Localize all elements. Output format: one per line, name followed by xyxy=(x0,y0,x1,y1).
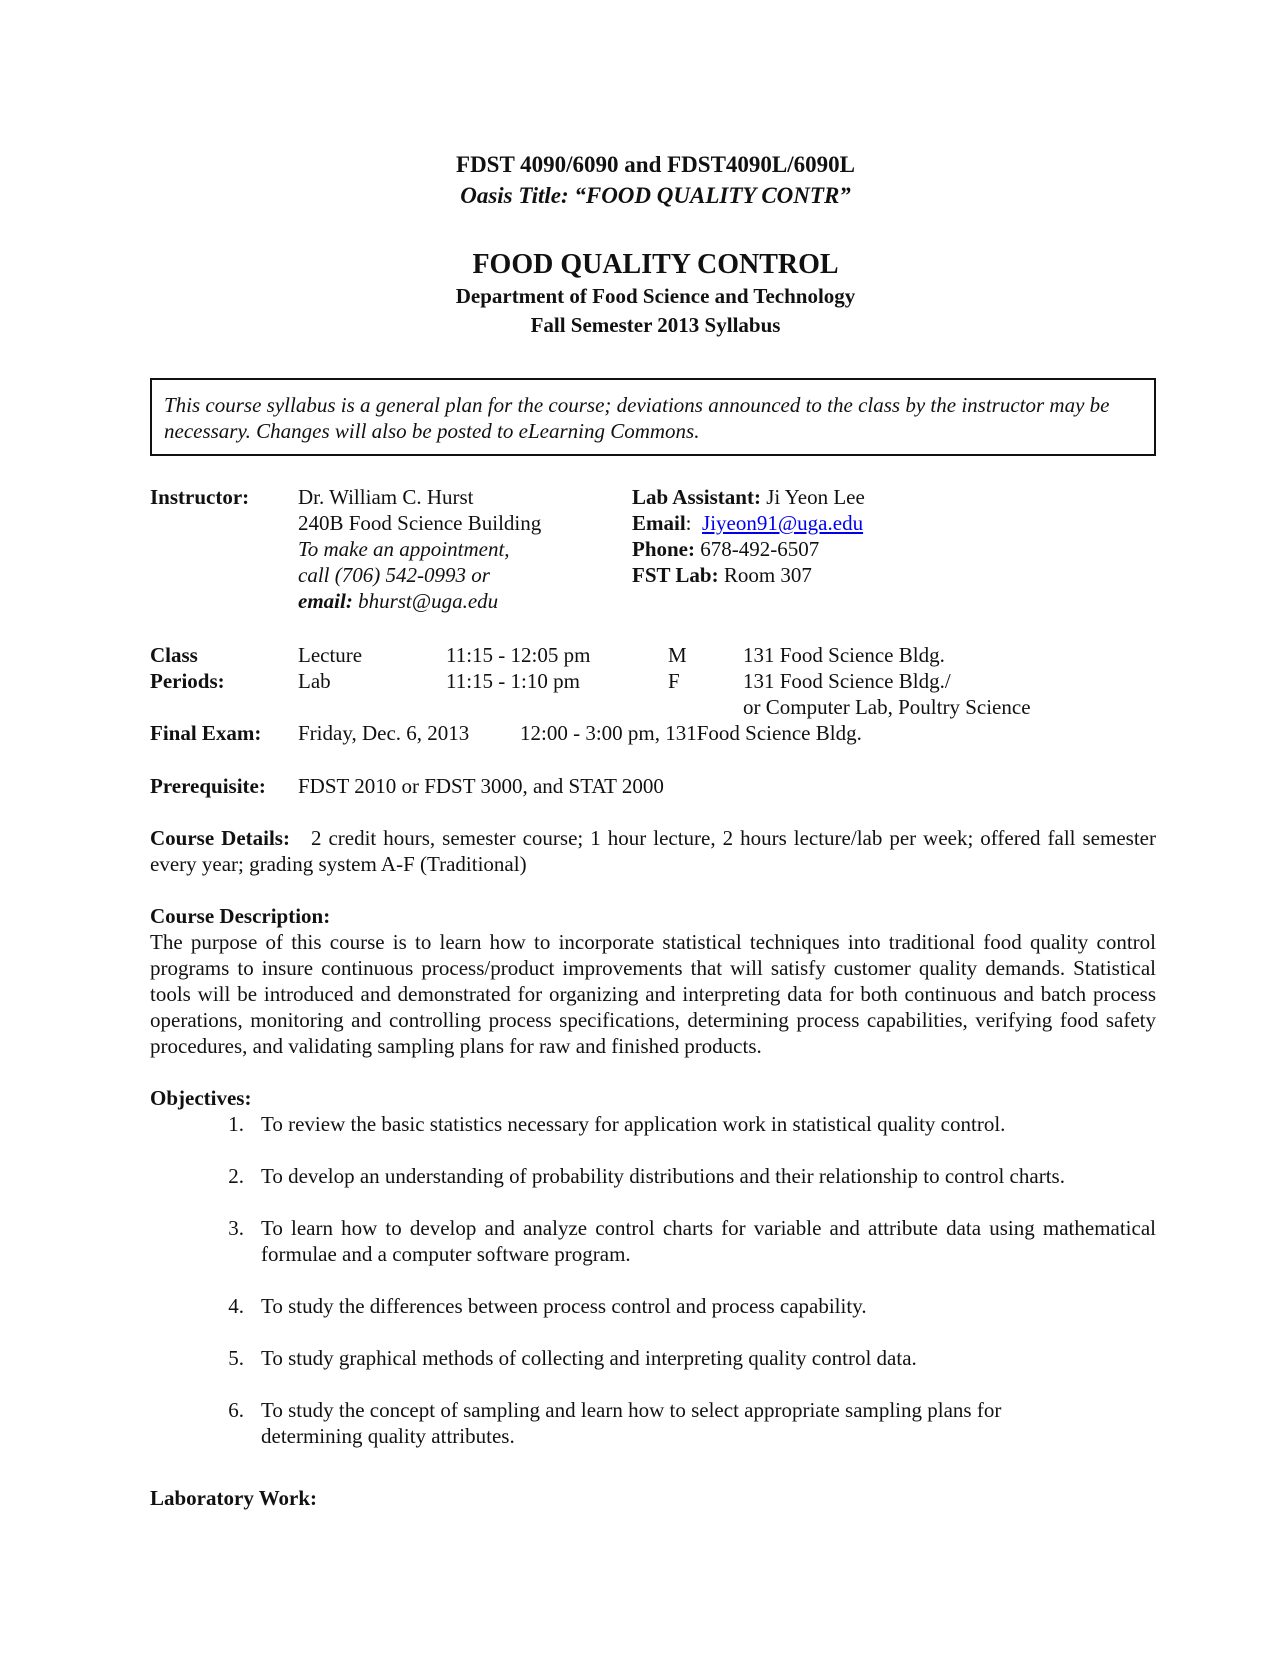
list-item xyxy=(0,1111,1280,1137)
final-exam-label: Final Exam: xyxy=(150,721,262,745)
objectives-label: Objectives: xyxy=(150,1086,252,1110)
page-title: FOOD QUALITY CONTROL xyxy=(472,249,839,280)
course-details-label: Course Details: xyxy=(150,826,290,850)
period-location-extra: or Computer Lab, Poultry Science xyxy=(743,695,1031,719)
objective-number: 4. xyxy=(228,1294,244,1318)
list-item xyxy=(0,1215,1280,1267)
semester-label: Fall Semester 2013 Syllabus xyxy=(530,313,781,337)
course-details xyxy=(150,825,1156,877)
objective-text: To develop an understanding of probability distributions and their relationship to control charts. xyxy=(261,1164,1065,1188)
instructor-name: Dr. William C. Hurst xyxy=(298,485,474,509)
lab-assistant-name: Ji Yeon Lee xyxy=(766,485,865,509)
objective-text: To study the differences between process control and process capability. xyxy=(261,1294,867,1318)
course-codes: FDST 4090/6090 and FDST4090L/6090L xyxy=(456,152,855,177)
lab-assistant-label: Lab Assistant: xyxy=(632,485,761,509)
period-day: M xyxy=(668,643,687,667)
period-location: 131 Food Science Bldg. xyxy=(743,643,945,667)
objective-number: 1. xyxy=(228,1112,244,1136)
objective-text: To learn how to develop and analyze control charts for variable and attribute data using mathematical formulae and a computer software program. xyxy=(261,1216,1156,1266)
laboratory-work-label: Laboratory Work: xyxy=(150,1486,318,1510)
lab-assistant-phone-line xyxy=(632,536,819,562)
syllabus-notice-box xyxy=(150,378,1156,456)
objective-number: 6. xyxy=(228,1398,244,1422)
objective-number: 2. xyxy=(228,1164,244,1188)
objective-text: To study the concept of sampling and learn how to select appropriate sampling plans for determining quality attributes. xyxy=(261,1398,1002,1448)
instructor-label: Instructor: xyxy=(150,485,250,509)
department-name: Department of Food Science and Technology xyxy=(455,284,856,308)
oasis-title: Oasis Title: “FOOD QUALITY CONTR” xyxy=(460,183,851,208)
lab-room: Room 307 xyxy=(723,563,812,587)
period-type: Lecture xyxy=(298,643,363,667)
list-item xyxy=(0,1397,1280,1449)
course-description-text: The purpose of this course is to learn how to incorporate statistical techniques into traditional food quality control programs to insure continuous process/product improvements that will satisfy customer quality demands. Statistical tools will be introduced and demonstrated for organizing and interpreting data for both continuous and batch process operations, monitoring and controlling process specifications, determining process capabilities, verifying food safety procedures, and validating sampling plans for raw and finished products. xyxy=(150,930,1156,1058)
syllabus-notice-text: This course syllabus is a general plan for the course; deviations announced to the class by the instructor may be necessary. Changes will also be posted to eLearning Commons. xyxy=(164,393,1110,443)
period-location: 131 Food Science Bldg./ xyxy=(743,669,951,693)
prerequisite-text: FDST 2010 or FDST 3000, and STAT 2000 xyxy=(298,774,664,798)
course-details-text: 2 credit hours, semester course; 1 hour lecture, 2 hours lecture/lab per week; offered fall semester every year; grading system A-F (Traditional) xyxy=(150,826,1156,876)
appointment-line-1: To make an appointment, xyxy=(298,537,510,561)
list-item xyxy=(0,1293,1280,1319)
lab-assistant-line xyxy=(632,484,865,510)
lab-assistant-phone: 678-492-6507 xyxy=(700,537,820,561)
final-exam-date: Friday, Dec. 6, 2013 xyxy=(298,721,470,745)
instructor-email-line xyxy=(298,588,498,614)
lab-assistant-email-line xyxy=(632,510,863,536)
objective-number: 5. xyxy=(228,1346,244,1370)
lab-room-label: FST Lab: xyxy=(632,563,719,587)
instructor-office: 240B Food Science Building xyxy=(298,511,542,535)
list-item xyxy=(0,1345,1280,1371)
instructor-email[interactable]: bhurst@uga.edu xyxy=(358,589,499,613)
lab-assistant-email-label: Email xyxy=(632,511,686,535)
prerequisite-label: Prerequisite: xyxy=(150,774,266,798)
period-time: 11:15 - 12:05 pm xyxy=(446,643,591,667)
class-periods-label-2: Periods: xyxy=(150,669,225,693)
appointment-line-2: call (706) 542-0993 or xyxy=(298,563,490,587)
instructor-email-label: email: xyxy=(298,589,353,613)
course-description-label: Course Description: xyxy=(150,904,331,928)
final-exam-details: 12:00 - 3:00 pm, 131Food Science Bldg. xyxy=(520,721,862,745)
objective-number: 3. xyxy=(228,1216,244,1240)
objective-text: To review the basic statistics necessary for application work in statistical quality control. xyxy=(261,1112,1006,1136)
lab-assistant-email-sep: : xyxy=(685,511,692,535)
list-item xyxy=(0,1163,1280,1189)
lab-assistant-email-link[interactable]: Jiyeon91@uga.edu xyxy=(702,511,864,535)
class-periods-label-1: Class xyxy=(150,643,198,667)
objective-text: To study graphical methods of collecting and interpreting quality control data. xyxy=(261,1346,917,1370)
lab-assistant-phone-label: Phone: xyxy=(632,537,695,561)
period-day: F xyxy=(668,669,680,693)
lab-room-line xyxy=(632,562,812,588)
period-time: 11:15 - 1:10 pm xyxy=(446,669,580,693)
period-type: Lab xyxy=(298,669,331,693)
